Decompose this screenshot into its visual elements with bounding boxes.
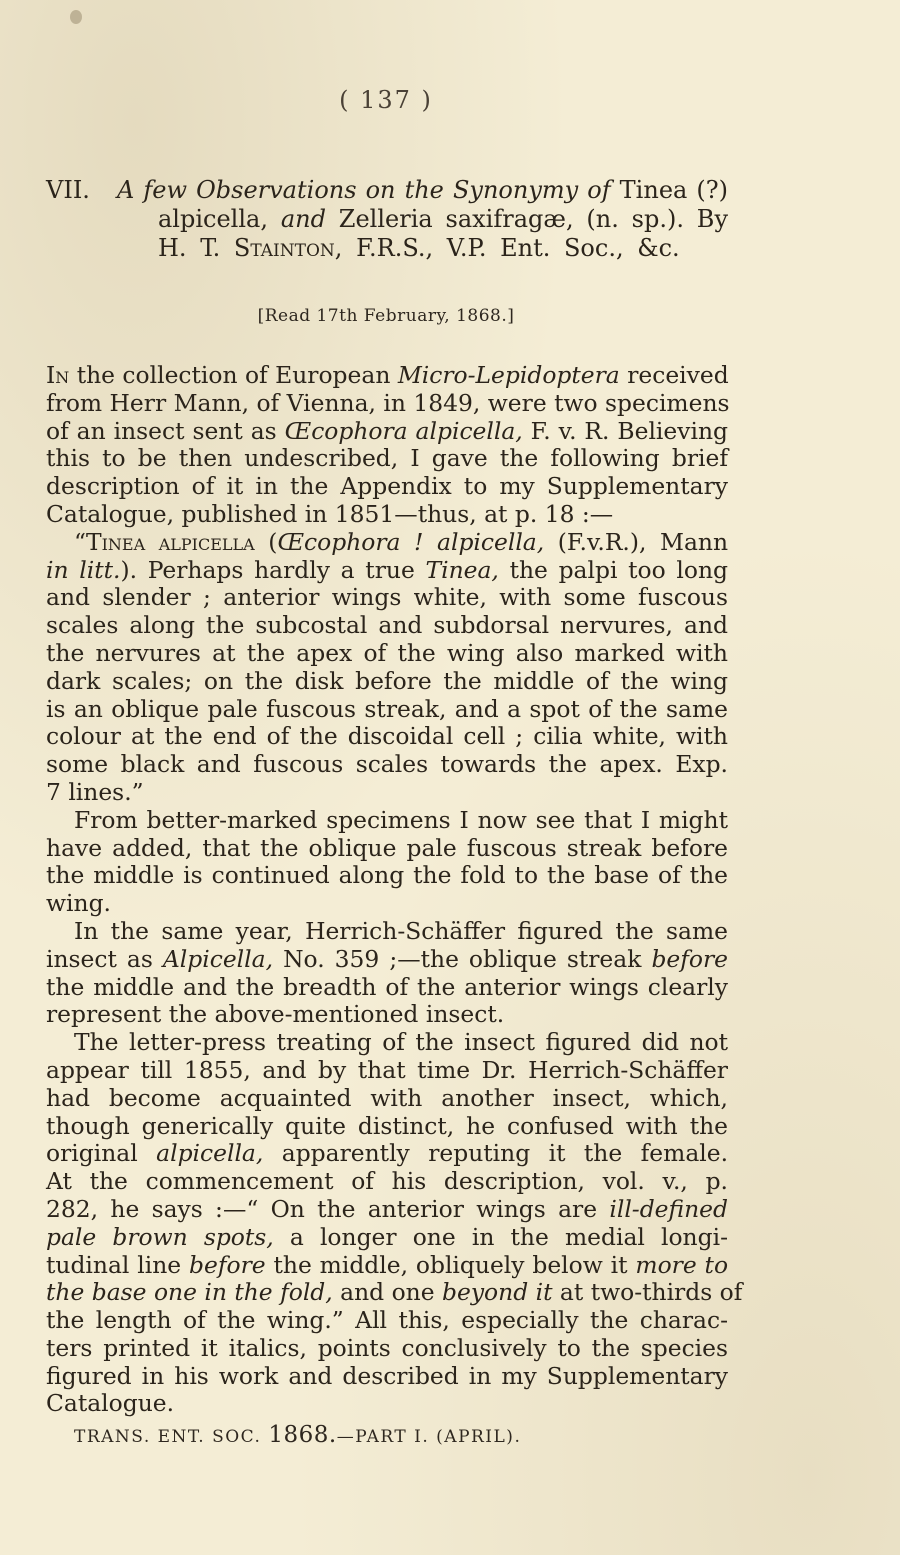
italic-run: Tinea, [425, 555, 499, 584]
text-line: represent the above-mentioned insect. [46, 1000, 505, 1029]
text-line: ters printed it italics, points conclusively to the species [46, 1333, 728, 1362]
text-run: and one [340, 1278, 435, 1307]
heading-species-3: Zelleria saxifragæ, (n. sp.). By [338, 205, 729, 233]
text-line: from Herr Mann, of Vienna, in 1849, were two specimens [46, 388, 730, 417]
drop-word: In [46, 361, 70, 389]
italic-run: Œcophora alpicella, [284, 416, 523, 445]
heading-species-2: alpicella, [158, 205, 268, 233]
text-run: at two-thirds of [559, 1278, 743, 1307]
text-line: is an oblique pale fuscous streak, and a spot of the same [46, 694, 728, 723]
italic-run: ill-defined [609, 1194, 729, 1223]
text-line: had become acquainted with another insect, which, [46, 1083, 728, 1112]
text-line: the middle is continued along the fold to the base of the [46, 861, 728, 890]
text-line: the middle and the breadth of the anterior wings clearly [46, 972, 728, 1001]
smallcaps-run: Tinea alpicella [85, 527, 255, 556]
heading-and: and [280, 205, 326, 233]
italic-run: Alpicella, [162, 944, 274, 973]
italic-run: Micro-Lepidoptera [397, 361, 620, 389]
article-heading [46, 176, 728, 263]
author-name: H. T. Stainton, [158, 234, 343, 262]
text-line [46, 529, 728, 557]
text-line [46, 1196, 728, 1224]
article-numeral: VII. [46, 176, 90, 204]
italic-run: before [651, 944, 729, 973]
text-line: the nervures at the apex of the wing also marked with [46, 638, 728, 667]
text-run: the palpi too long [509, 555, 728, 584]
author-credentials: F.R.S., V.P. Ent. Soc., &c. [356, 234, 680, 262]
text-run: original [46, 1139, 138, 1168]
text-line: appear till 1855, and by that time Dr. Herrich-Schäffer [46, 1055, 728, 1084]
heading-line-3 [46, 234, 728, 263]
text-line: some black and fuscous scales towards the apex. Exp. [46, 750, 728, 779]
text-run: the collection of European [76, 361, 391, 389]
text-line [46, 1140, 728, 1168]
italic-run: in litt. [46, 555, 121, 584]
text-run: insect as [46, 944, 153, 973]
text-line: description of it in the Appendix to my Supplementary [46, 472, 728, 501]
text-line [46, 1278, 743, 1307]
text-line: From better-marked specimens I now see that I might [74, 805, 728, 834]
quote-mark: “ [74, 527, 86, 556]
read-date: [Read 17th February, 1868.] [257, 306, 515, 326]
text-line: scales along the subcostal and subdorsal nervures, and [46, 611, 728, 640]
heading-line-2 [46, 205, 728, 234]
page-number: ( 137 ) [339, 86, 433, 114]
text-line: The letter-press treating of the insect figured did not [74, 1028, 728, 1057]
text-line: this to be then undescribed, I gave the following brief [46, 444, 728, 473]
text-run: (F.v.R.), Mann [557, 527, 729, 556]
text-line: dark scales; on the disk before the middle of the wing [46, 666, 728, 695]
heading-line-1 [46, 176, 728, 205]
heading-species: Tinea (?) [619, 176, 728, 204]
text-run: No. 359 ;—the oblique streak [283, 944, 642, 973]
italic-run: Œcophora ! alpicella, [277, 527, 545, 556]
italic-run: the base one in the fold, [46, 1278, 333, 1307]
text-run: received [627, 361, 729, 389]
article-body [46, 361, 743, 1418]
italic-run: beyond it [442, 1278, 553, 1307]
text-line: Catalogue, published in 1851—thus, at p. 18 :— [46, 499, 614, 528]
text-run: ). Perhaps hardly a true [120, 555, 415, 584]
footer-part: —PART I. (APRIL). [336, 1427, 522, 1447]
text-line: In the same year, Herrich-Schäffer figured the same [74, 916, 728, 945]
text-run: ( [268, 527, 278, 556]
italic-run: before [189, 1250, 266, 1279]
text-line [46, 418, 728, 446]
text-line: colour at the end of the discoidal cell ; cilia white, with [46, 722, 728, 751]
text-line: have added, that the oblique pale fuscous streak before [46, 833, 728, 862]
footer-journal: TRANS. ENT. SOC. [74, 1427, 262, 1447]
text-line: the length of the wing.” All this, especially the charac- [46, 1306, 728, 1335]
text-run: F. v. R. Believing [530, 416, 728, 445]
text-line: Catalogue. [46, 1389, 175, 1418]
text-line [46, 557, 728, 585]
italic-run: pale brown spots, [46, 1222, 274, 1251]
text-line: figured in his work and described in my Supplementary [46, 1361, 728, 1390]
italic-run: more to [635, 1250, 729, 1279]
italic-run: alpicella, [156, 1139, 264, 1168]
heading-title-italic: A few Observations on the Synonymy of [117, 176, 611, 204]
footer-year: 1868. [268, 1422, 337, 1448]
text-line [46, 362, 728, 390]
text-run: of an insect sent as [46, 416, 277, 445]
text-line: At the commencement of his description, vol. v., p. [46, 1167, 728, 1196]
text-run: tudinal line [46, 1250, 182, 1279]
text-line [46, 946, 728, 974]
text-line: wing. [46, 889, 111, 918]
text-run: the middle, obliquely below it [273, 1250, 628, 1279]
text-line: though generically quite distinct, he confused with the [46, 1111, 728, 1140]
text-line: 7 lines.” [46, 777, 144, 806]
text-run: 282, he says :—“ On the anterior wings are [46, 1194, 598, 1223]
page-footer [74, 1422, 521, 1448]
text-line: and slender ; anterior wings white, with some fuscous [46, 583, 728, 612]
text-run: a longer one in the medial longi- [289, 1222, 728, 1251]
text-line [46, 1252, 728, 1280]
text-run: apparently reputing it the female. [281, 1139, 729, 1168]
text-line [46, 1224, 728, 1252]
paper-speck [70, 10, 82, 24]
